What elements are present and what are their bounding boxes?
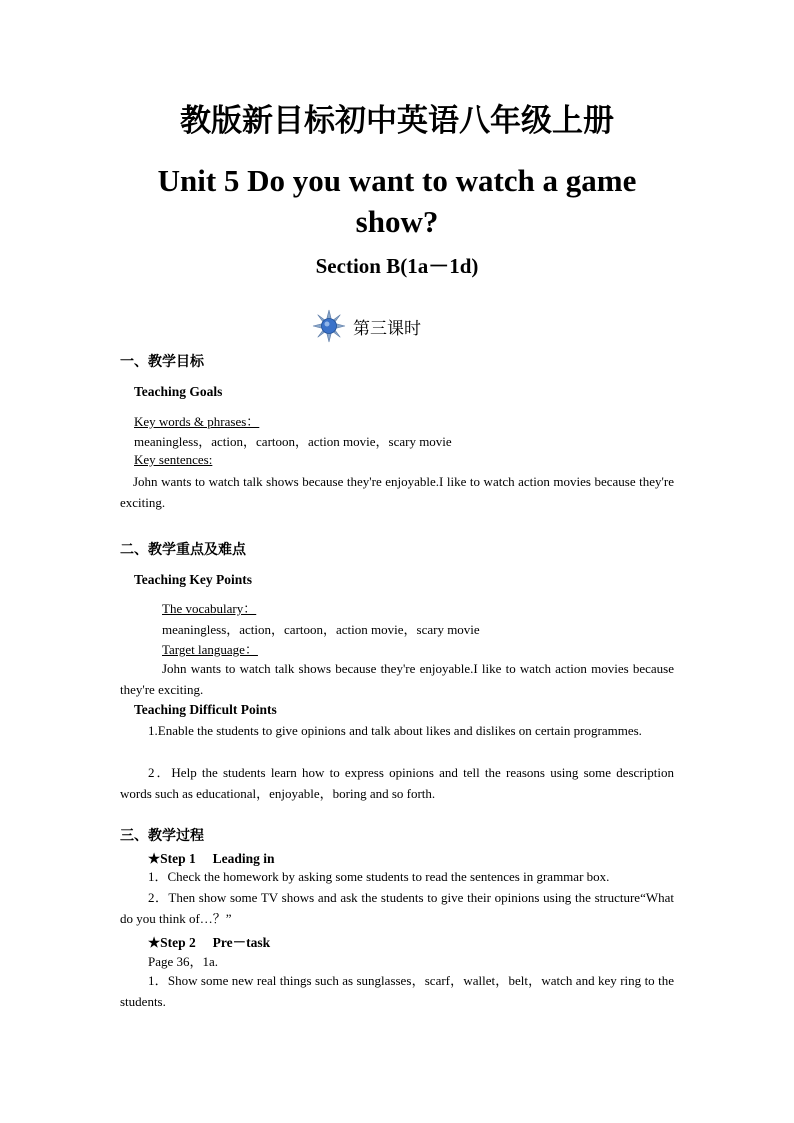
vocabulary: meaningless，action，cartoon，action movie，scary movie bbox=[162, 622, 480, 637]
vocabulary-label: The vocabulary： bbox=[162, 601, 257, 616]
step-1-item-1: 1．Check the homework by asking some students to read the sentences in grammar box. bbox=[148, 869, 610, 884]
section-title: Section B(1a－1d) bbox=[315, 254, 479, 278]
key-points-heading: 二、教学重点及难点 bbox=[120, 542, 246, 558]
process-heading: 三、教学过程 bbox=[120, 828, 204, 844]
key-words-label: Key words & phrases： bbox=[134, 414, 260, 429]
chinese-title: 教版新目标初中英语八年级上册 bbox=[180, 103, 614, 139]
target-language: John wants to watch talk shows because they're enjoyable.I like to watch action movies because they're exciting. bbox=[120, 661, 674, 697]
difficult-point-2: 2．Help the students learn how to express opinions and tell the reasons using some description words such as educational，enjoyable，boring and so forth. bbox=[120, 765, 674, 801]
key-words: meaningless，action，cartoon，action movie，scary movie bbox=[134, 434, 452, 449]
key-sentences-label: Key sentences: bbox=[134, 452, 213, 467]
difficult-points-subheading: Teaching Difficult Points bbox=[134, 702, 277, 717]
step-1-heading: ★Step 1 Leading in bbox=[148, 851, 275, 866]
page-reference: Page 36，1a. bbox=[148, 954, 219, 969]
unit-title: Unit 5 Do you want to watch a game show? bbox=[157, 163, 637, 239]
goals-subheading: Teaching Goals bbox=[134, 384, 223, 399]
step-2-heading: ★Step 2 Pre－task bbox=[148, 935, 271, 950]
step-1-item-2: 2．Then show some TV shows and ask the students to give their opinions using the structure“What do you think of…？” bbox=[120, 890, 674, 926]
target-language-label: Target language： bbox=[162, 642, 258, 657]
difficult-point-1: 1.Enable the students to give opinions and talk about likes and dislikes on certain programmes. bbox=[148, 723, 642, 738]
lesson-label bbox=[312, 308, 421, 344]
lesson-text: 第三课时 bbox=[353, 318, 421, 339]
key-points-subheading: Teaching Key Points bbox=[134, 572, 253, 587]
goals-heading: 一、教学目标 bbox=[120, 354, 204, 370]
step-2-item-1: 1．Show some new real things such as sunglasses，scarf，wallet，belt，watch and key ring to the students. bbox=[120, 973, 674, 1009]
sun-badge-icon bbox=[312, 309, 346, 343]
key-sentences: John wants to watch talk shows because they're enjoyable.I like to watch action movies because they're exciting. bbox=[120, 474, 674, 510]
